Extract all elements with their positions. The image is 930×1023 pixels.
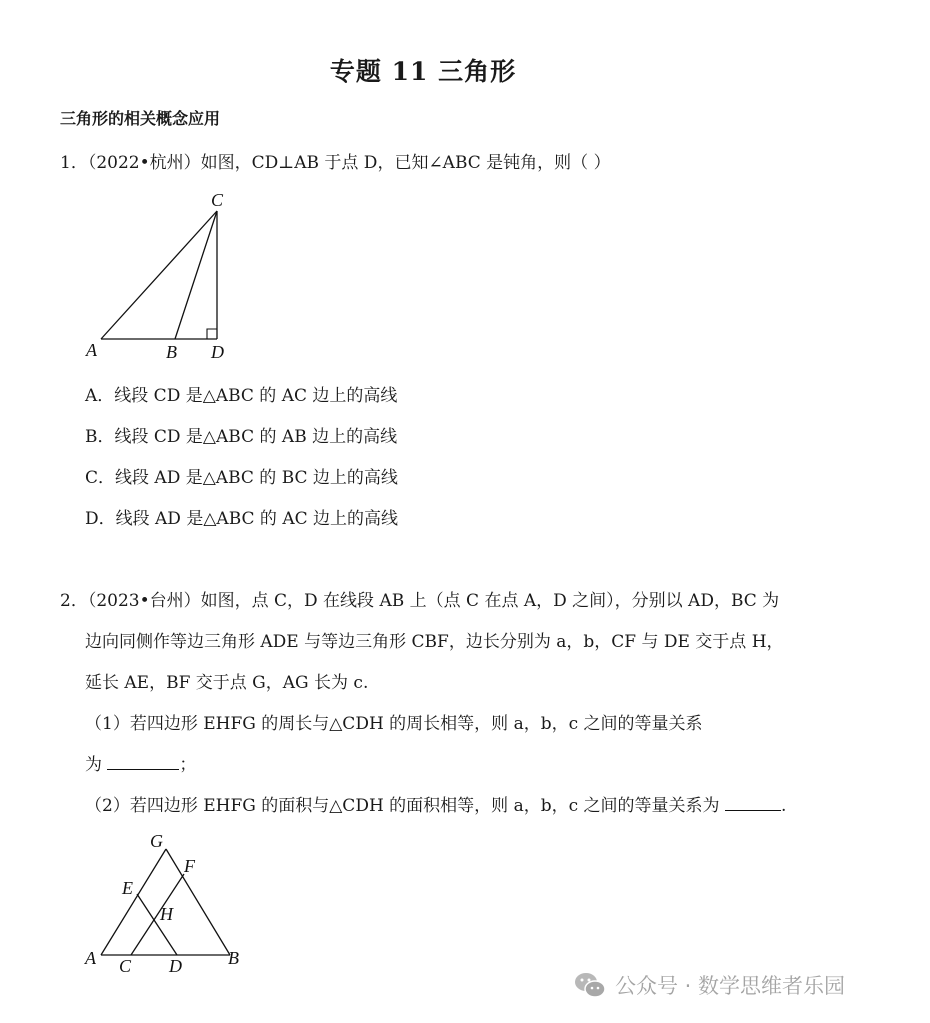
q2-part2 bbox=[85, 791, 786, 816]
q1-option-b: B．线段 CD 是△ABC 的 AB 边上的高线 bbox=[85, 427, 398, 447]
watermark bbox=[573, 968, 845, 1002]
segment-gb bbox=[166, 849, 230, 955]
label-g: G bbox=[150, 831, 163, 851]
q2-part1-answer-blank[interactable] bbox=[107, 754, 179, 770]
label-b: B bbox=[228, 948, 239, 968]
q1-option-d: D．线段 AD 是△ABC 的 AC 边上的高线 bbox=[85, 509, 399, 529]
q2-figure bbox=[80, 828, 250, 978]
label-b: B bbox=[166, 342, 177, 362]
q2-part1-line-2 bbox=[85, 750, 196, 775]
q2-part1-suffix: ； bbox=[179, 755, 197, 775]
q1-option-c: C．线段 AD 是△ABC 的 BC 边上的高线 bbox=[85, 468, 398, 488]
q2-line-3: 延长 AE，BF 交于点 G，AG 长为 c. bbox=[85, 673, 369, 693]
label-d: D bbox=[211, 342, 224, 362]
q2-part2-text: （2）若四边形 EHFG 的面积与△CDH 的面积相等，则 a，b，c 之间的等量关系为 bbox=[85, 796, 725, 816]
label-e: E bbox=[122, 878, 133, 898]
right-angle-mark bbox=[207, 329, 217, 339]
q2-part2-answer-blank[interactable] bbox=[725, 795, 781, 811]
q2-part1-line-1: （1）若四边形 EHFG 的周长与△CDH 的周长相等，则 a，b，c 之间的等量关系 bbox=[85, 714, 703, 734]
label-f: F bbox=[184, 856, 195, 876]
q2-part2-suffix: . bbox=[780, 796, 787, 816]
label-a: A bbox=[86, 340, 97, 360]
q1-figure bbox=[78, 186, 238, 366]
watermark-text: 公众号 · 数学思维者乐园 bbox=[615, 974, 846, 998]
q2-line-2: 边向同侧作等边三角形 ADE 与等边三角形 CBF，边长分别为 a，b，CF 与 DE 交于点 H， bbox=[85, 632, 784, 652]
page-title: 专题 11 三角形 bbox=[329, 57, 517, 86]
section-heading: 三角形的相关概念应用 bbox=[60, 109, 221, 128]
q1-stem: 1．（2022•杭州）如图，CD⊥AB 于点 D，已知∠ABC 是钝角，则（ ） bbox=[60, 153, 611, 173]
segment-ag bbox=[101, 849, 166, 955]
segment-cf bbox=[131, 874, 184, 955]
segment-bc bbox=[175, 211, 217, 339]
q1-option-a: A．线段 CD 是△ABC 的 AC 边上的高线 bbox=[85, 386, 398, 406]
wechat-icon bbox=[573, 968, 607, 1002]
q2-part1-prefix: 为 bbox=[85, 755, 108, 775]
label-c: C bbox=[119, 956, 132, 976]
label-d: D bbox=[169, 956, 182, 976]
segment-ac bbox=[101, 211, 217, 339]
label-a: A bbox=[85, 948, 96, 968]
q2-line-1: 2．（2023•台州）如图，点 C，D 在线段 AB 上（点 C 在点 A，D 之间），分别以 AD，BC 为 bbox=[60, 591, 780, 611]
label-h: H bbox=[160, 904, 173, 924]
label-c: C bbox=[211, 190, 224, 210]
